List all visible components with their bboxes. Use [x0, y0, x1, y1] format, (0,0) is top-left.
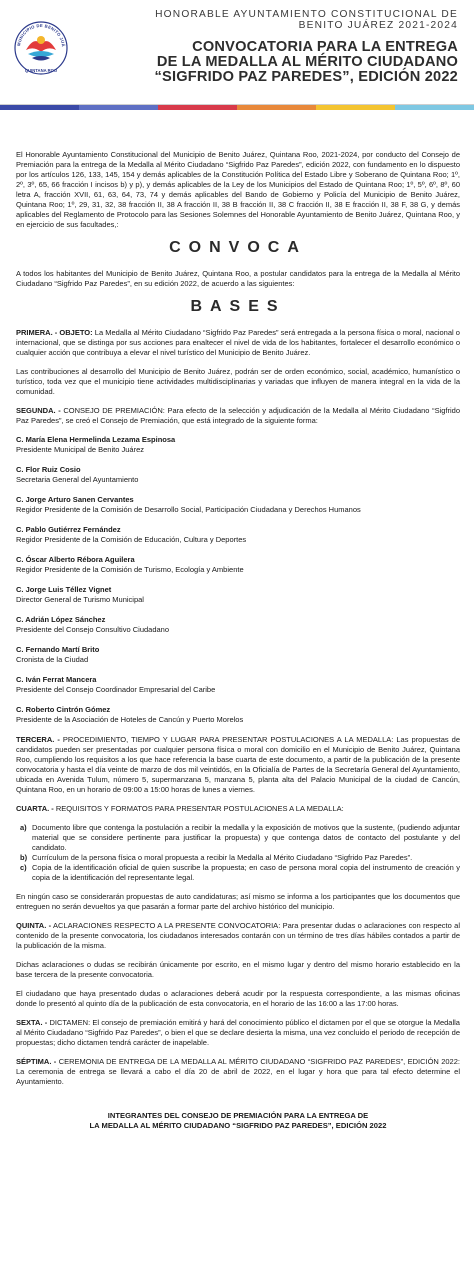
color-bar-segment: [79, 105, 158, 110]
convoca-paragraph: A todos los habitantes del Municipio de Benito Juárez, Quintana Roo, a postular candidatos para la entrega de la Medalla al Mérito Ciudadano “Sigfrido Paz Paredes”, en su edición 2022, de acuerdo a las siguientes:: [16, 269, 460, 288]
page-header: [0, 0, 474, 110]
council-member: [16, 675, 460, 695]
supertitle-line-2: BENITO JUÁREZ 2021-2024: [298, 20, 458, 31]
council-members-list: [16, 435, 460, 725]
member-role: Regidor Presidente de la Comisión de Educación, Cultura y Deportes: [16, 535, 247, 544]
title-line-3: “SIGFRIDO PAZ PAREDES”, EDICIÓN 2022: [154, 69, 458, 85]
council-member: [16, 585, 460, 605]
page-title: [58, 40, 458, 85]
base-cuarta-note: En ningún caso se considerarán propuestas de auto candidaturas; así mismo se informa a los participantes que los documentos que entreguen no serán devueltos ya que pasarán a formar parte del archivo histórico del municipio.: [16, 892, 460, 911]
base-label: SEGUNDA. -: [16, 406, 61, 415]
requirements-list: [16, 823, 460, 883]
base-text: REQUISITOS Y FORMATOS PARA PRESENTAR POSTULACIONES A LA MEDALLA:: [53, 804, 344, 813]
member-role: Regidor Presidente de la Comisión de Desarrollo Social, Participación Ciudadana y Derechos Humanos: [16, 505, 361, 514]
requirement-letter: b): [20, 853, 28, 862]
member-role: Presidente de la Asociación de Hoteles de Cancún y Puerto Morelos: [16, 715, 244, 724]
requirement-item: [20, 853, 460, 863]
member-name: C. Jorge Arturo Sanen Cervantes: [16, 495, 134, 504]
member-name: C. Fernando Martí Brito: [16, 645, 100, 654]
council-member: [16, 705, 460, 725]
member-role: Cronista de la Ciudad: [16, 655, 89, 664]
council-member: [16, 615, 460, 635]
member-role: Regidor Presidente de la Comisión de Turismo, Ecología y Ambiente: [16, 565, 244, 574]
requirement-text: Currículum de la persona física o moral propuesta a recibir la Medalla al Mérito Ciudadano “Sigfrido Paz Paredes”.: [32, 853, 413, 862]
requirement-item: [20, 823, 460, 853]
member-name: C. Roberto Cintrón Gómez: [16, 705, 111, 714]
document-body: [16, 150, 460, 1131]
base-cuarta: [16, 804, 460, 814]
member-name: C. Flor Ruiz Cosio: [16, 465, 81, 474]
base-quinta-paragraph-3: El ciudadano que haya presentado dudas o aclaraciones deberá acudir por la respuesta correspondiente, a las mismas oficinas donde lo presentó al quinto día de la publicación de esta convocatoria, en el horario de las 16:00 a las 17:00 horas.: [16, 989, 460, 1008]
footer-line-1: INTEGRANTES DEL CONSEJO DE PREMIACIÓN PARA LA ENTREGA DE: [107, 1111, 369, 1120]
member-role: Presidente del Consejo Consultivo Ciudadano: [16, 625, 170, 634]
base-segunda: [16, 406, 460, 426]
member-role: Presidente Municipal de Benito Juárez: [16, 445, 144, 454]
color-bar-segment: [316, 105, 395, 110]
color-bar-segment: [237, 105, 316, 110]
base-label: TERCERA. -: [16, 735, 60, 744]
brand-color-bar: [0, 105, 474, 110]
supertitle-line-1: HONORABLE AYUNTAMIENTO CONSTITUCIONAL DE: [155, 9, 458, 20]
convoca-heading: CONVOCA: [169, 239, 307, 256]
member-name: C. Jorge Luis Téllez Vignet: [16, 585, 112, 594]
base-sexta: [16, 1018, 460, 1048]
base-tercera: [16, 735, 460, 795]
member-name: C. María Elena Hermelinda Lezama Espinosa: [16, 435, 176, 444]
base-quinta: [16, 921, 460, 951]
base-quinta-paragraph-2: Dichas aclaraciones o dudas se recibirán únicamente por escrito, en el mismo lugar y dentro del mismo horario establecido en la base tercera de la presente convocatoria.: [16, 960, 460, 979]
requirement-text: Documento libre que contenga la postulación a recibir la medalla y la exposición de motivos que la sustente, (pudiendo adjuntar material que se considere pertinente para justificar la propuesta) y que contenga datos de contacto del postulante y del candidato.: [32, 823, 460, 852]
color-bar-segment: [158, 105, 237, 110]
member-name: C. Óscar Alberto Rébora Aguilera: [16, 555, 135, 564]
member-name: C. Adrián López Sánchez: [16, 615, 106, 624]
council-member: [16, 555, 460, 575]
member-name: C. Iván Ferrat Mancera: [16, 675, 97, 684]
title-line-1: CONVOCATORIA PARA LA ENTREGA: [192, 39, 458, 55]
council-member: [16, 435, 460, 455]
footer-line-2: LA MEDALLA AL MÉRITO CIUDADANO “SIGFRIDO PAZ PAREDES”, EDICIÓN 2022: [89, 1121, 387, 1130]
base-label: QUINTA. -: [16, 921, 52, 930]
member-role: Presidente del Consejo Coordinador Empresarial del Caribe: [16, 685, 216, 694]
base-text: CEREMONIA DE ENTREGA DE LA MEDALLA AL MÉRITO CIUDADANO “SIGFRIDO PAZ PAREDES”, EDICIÓN 2022: La ceremonia de entrega se llevará a cabo el día 20 de abril de 2022, en el lugar y hora que para tal efecto determine el Ayuntamiento.: [16, 1057, 460, 1086]
svg-text:QUINTANA ROO: QUINTANA ROO: [24, 68, 58, 73]
bases-heading: BASES: [190, 298, 286, 315]
footer-title: [16, 1111, 460, 1131]
base-primera: [16, 328, 460, 358]
requirement-text: Copia de la identificación oficial de quien suscribe la propuesta; en caso de persona moral copia del instrumento de creación y copia de la identificación del representante legal.: [32, 863, 460, 882]
color-bar-segment: [0, 105, 79, 110]
member-name: C. Pablo Gutiérrez Fernández: [16, 525, 121, 534]
base-label: SÉPTIMA. -: [16, 1057, 57, 1066]
base-label: PRIMERA. - OBJETO:: [16, 328, 93, 337]
base-text: ACLARACIONES RESPECTO A LA PRESENTE CONVOCATORIA: Para presentar dudas o aclaraciones con respecto al contenido de la presente convocatoria, los ciudadanos interesados contarán con un término de tres días hábiles contados a partir de la publicación de la misma.: [16, 921, 460, 950]
council-member: [16, 495, 460, 515]
requirement-letter: c): [20, 863, 27, 872]
base-primera-paragraph-2: Las contribuciones al desarrollo del Municipio de Benito Juárez, podrán ser de orden económico, social, académico, humanístico o turístico, toda vez que el municipio tiene actividades multidisciplinarias y variadas que influyen de manera integral en la vida de la comunidad.: [16, 367, 460, 396]
base-text: CONSEJO DE PREMIACIÓN: Para efecto de la selección y adjudicación de la Medalla al Mérito Ciudadano “Sigfrido Paz Paredes”, se creó el Consejo de Premiación, que está integrado de la siguiente forma:: [16, 406, 461, 425]
council-member: [16, 465, 460, 485]
base-text: DICTAMEN: El consejo de premiación emitirá y hará del conocimiento público el dictamen por el que se otorgue la Medalla al Mérito Ciudadano “Sigfrido Paz Paredes”, o bien el que se declare desierta la misma, una vez concluido el periodo de recepción de propuestas; dicho dictamen tendrá carácter de inapelable.: [16, 1018, 461, 1047]
member-role: Director General de Turismo Municipal: [16, 595, 144, 604]
title-line-2: DE LA MEDALLA AL MÉRITO CIUDADANO: [156, 54, 458, 70]
intro-paragraph: El Honorable Ayuntamiento Constitucional del Municipio de Benito Juárez, Quintana Roo, 2021-2024, por conducto del Consejo de Premiación para la entrega de la Medalla al Mérito Ciudadano “Sigfrido Paz Paredes”, edición 2022, con fundamento en lo dispuesto por los artículos 126, 133, 145, 154 y demás aplicables de la Constitución Política del Estado Libre y Soberano de Quintana Roo; 1º, 2º, 3º, 65, 66 fracción I incisos b) y p), y demás aplicables de la Ley de los Municipios del Estado de Quintana Roo; 1º, 5º, 6º, 8º, 60 letra A, fracción XVII, 61, 63, 64, 73, 74 y demás aplicables del Bando de Gobierno y Policía del Municipio de Benito Juárez, Quintana Roo; 1º, 29, 31, 32, 38 fracción II, 38 A fracción II, 38 B fracción II, 38 C fracción II, 38 E fracción II, 38 F, 38 G, y demás aplicables del Reglamento de Protocolo para las Sesiones Solemnes del Honorable Ayuntamiento de Benito Juárez, Quintana Roo, y en ejercicio de sus facultades,:: [16, 150, 460, 229]
requirement-letter: a): [20, 823, 27, 832]
base-text: PROCEDIMIENTO, TIEMPO Y LUGAR PARA PRESENTAR POSTULACIONES A LA MEDALLA: Las propuestas de candidatos pueden ser presentadas por cualquier persona física o moral con domicilio en el Municipio de Benito Juárez, Quintana Roo, cumpliendo los requisitos a los que hace referencia la base cuarta de este documento, a partir de la publicación de la presente convocatoria y hasta el día veinte de marzo de dos mil veintidós, en la Oficialía de Partes de la Secretaría General del Ayuntamiento, ubicada en Avenida Tulum, número 5, supermanzana 5, manzana 5, planta alta del Palacio Municipal de la ciudad de Cancún, Quintana Roo, en un horario de 09:00 a 15:00 horas de lunes a viernes.: [16, 735, 461, 794]
requirement-item: [20, 863, 460, 883]
member-role: Secretaria General del Ayuntamiento: [16, 475, 139, 484]
council-member: [16, 645, 460, 665]
base-septima: [16, 1057, 460, 1087]
base-label: SEXTA. -: [16, 1018, 48, 1027]
base-label: CUARTA. -: [16, 804, 54, 813]
council-member: [16, 525, 460, 545]
color-bar-segment: [395, 105, 474, 110]
base-text: La Medalla al Mérito Ciudadano “Sigfrido Paz Paredes” será entregada a la persona física o moral, nacional o internacional, que se distinga por sus acciones para enaltecer el nivel de vida de los habitantes, fortalecer el desarrollo económico o cualquier acción que contribuya a elevar el nivel turístico del Municipio de Benito Juárez.: [16, 328, 460, 357]
svg-text:MUNICIPIO DE BENITO JUÁREZ: MUNICIPIO DE BENITO JUÁ: [16, 22, 67, 48]
council-supertitle: [78, 9, 458, 31]
